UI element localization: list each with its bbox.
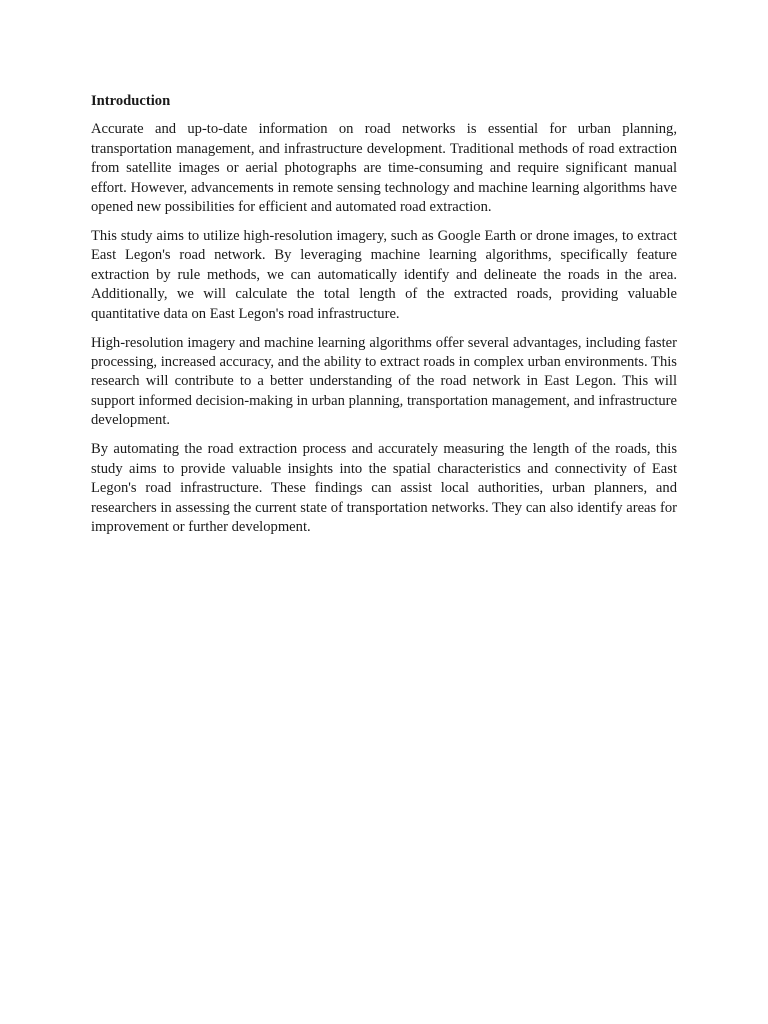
paragraph-3: High-resolution imagery and machine learning algorithms offer several advantages, including faster processing, increased accuracy, and the ability to extract roads in complex urban environments. This research will contribute to a better understanding of the road network in East Legon. This will support informed decision-making in urban planning, transportation management, and infrastructure development. — [91, 334, 677, 429]
paragraph-4: By automating the road extraction process and accurately measuring the length of the roads, this study aims to provide valuable insights into the spatial characteristics and connectivity of East Legon's road infrastructure. These findings can assist local authorities, urban planners, and researchers in assessing the current state of transportation networks. They can also identify areas for improvement or further development. — [91, 441, 677, 535]
paragraph-2: This study aims to utilize high-resolution imagery, such as Google Earth or drone images, to extract East Legon's road network. By leveraging machine learning algorithms, specifically feature extraction by rule methods, we can automatically identify and delineate the roads in the area. Additionally, we will calculate the total length of the extracted roads, providing valuable quantitative data on East Legon's road infrastructure. — [91, 228, 677, 322]
paragraph-1: Accurate and up-to-date information on road networks is essential for urban planning, transportation management, and infrastructure development. Traditional methods of road extraction from satellite images or aerial photographs are time-consuming and require significant manual effort. However, advancements in remote sensing technology and machine learning algorithms have opened new possibilities for efficient and automated road extraction. — [91, 121, 677, 216]
document-body — [91, 92, 677, 547]
section-heading: Introduction — [91, 93, 171, 109]
